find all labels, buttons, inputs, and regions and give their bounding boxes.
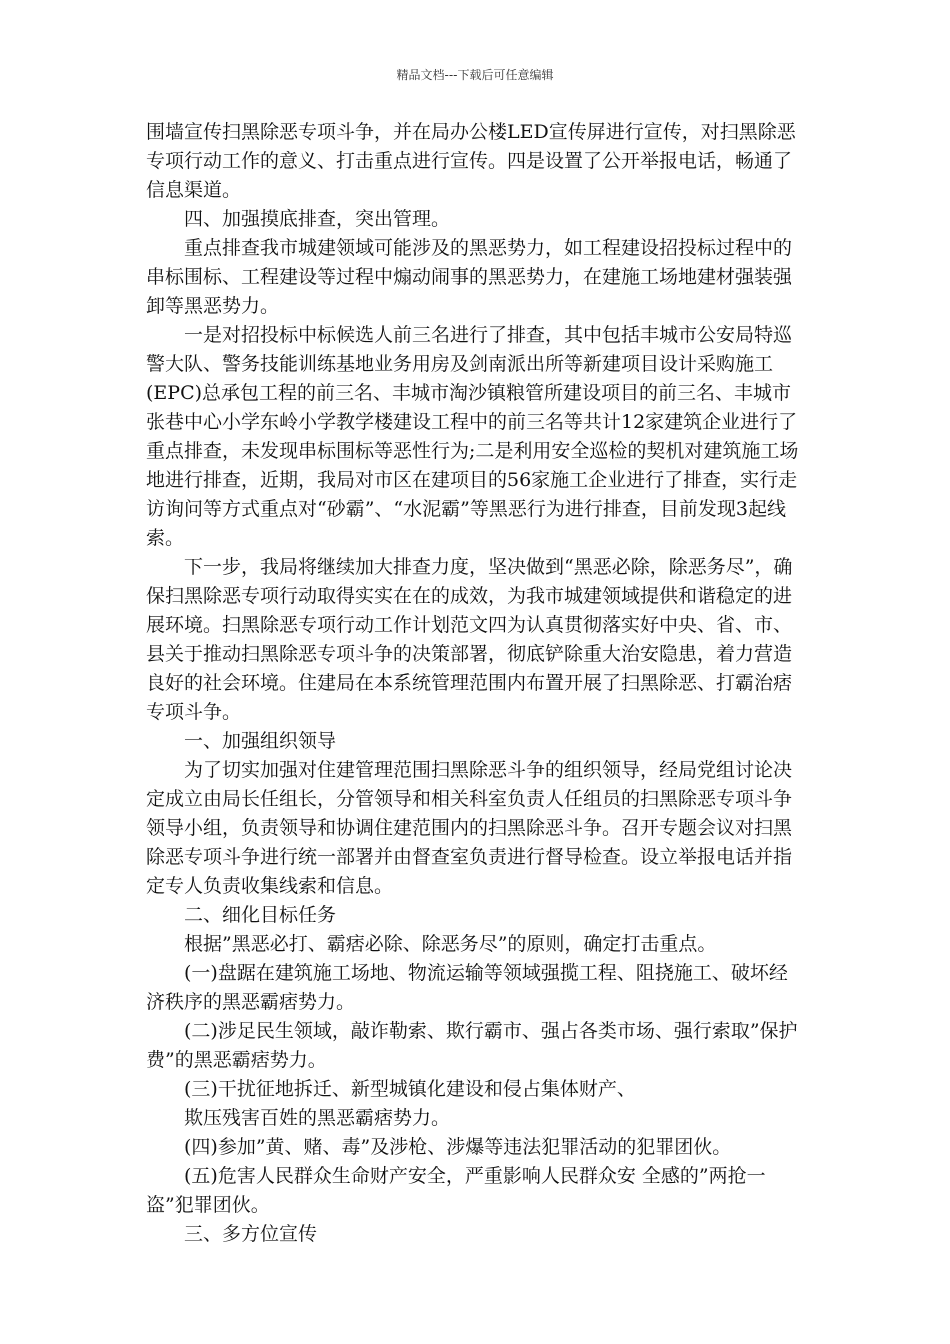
section-heading: 四、加强摸底排查，突出管理。 (184, 208, 451, 230)
page-header: 精品文档---下载后可任意编辑 (396, 68, 554, 82)
paragraph: 下一步，我局将继续加大排查力度，坚决做到“黑恶必除，除恶务尽”，确保扫黑除恶专项行动取得实实在在的成效，为我市城建领域提供和谐稳定的进展环境。扫黑除恶专项行动工作计划范文四为认真贯彻落实好中央、省、市、县关于推动扫黑除恶专项斗争的决策部署，彻底铲除重大治安隐患，着力营造良好的社会环境。住建局在本系统管理范围内布置开展了扫黑除恶、打霸治痞专项斗争。 (146, 556, 793, 723)
paragraph: 围墙宣传扫黑除恶专项斗争，并在局办公楼LED宣传屏进行宣传，对扫黑除恶专项行动工作的意义、打击重点进行宣传。四是设置了公开举报电话，畅通了信息渠道。 (146, 121, 796, 201)
list-item-continuation: 欺压残害百姓的黑恶霸痞势力。 (184, 1107, 451, 1129)
document-body (146, 118, 806, 1249)
list-item: (三)干扰征地拆迁、新型城镇化建设和侵占集体财产、 (184, 1078, 636, 1100)
paragraph: 一是对招投标中标候选人前三名进行了排查，其中包括丰城市公安局特巡警大队、警务技能训练基地业务用房及剑南派出所等新建项目设计采购施工(EPC)总承包工程的前三名、丰城市淘沙镇粮管所建设项目的前三名、丰城市张巷中心小学东岭小学教学楼建设工程中的前三名等共计12家建筑企业进行了重点排查，未发现串标围标等恶性行为;二是利用安全巡检的契机对建筑施工场地进行排查，近期，我局对市区在建项目的56家施工企业进行了排查，实行走访询问等方式重点对“砂霸”、“水泥霸”等黑恶行为进行排查，目前发现3起线索。 (146, 324, 799, 549)
list-item: (二)涉足民生领域，敲诈勒索、欺行霸市、强占各类市场、强行索取”保护费”的黑恶霸痞势力。 (146, 1020, 798, 1071)
paragraph: 为了切实加强对住建管理范围扫黑除恶斗争的组织领导，经局党组讨论决定成立由局长任组长，分管领导和相关科室负责人任组员的扫黑除恶专项斗争领导小组，负责领导和协调住建范围内的扫黑除恶斗争。召开专题会议对扫黑除恶专项斗争进行统一部署并由督查室负责进行督导检查。设立举报电话并指定专人负责收集线索和信息。 (146, 759, 793, 897)
list-item: (五)危害人民群众生命财产安全，严重影响人民群众安 全感的”两抢一盗”犯罪团伙。 (146, 1165, 766, 1216)
list-item: (四)参加”黄、赌、毒”及涉枪、涉爆等违法犯罪活动的犯罪团伙。 (184, 1136, 732, 1158)
section-heading: 三、多方位宣传 (184, 1223, 318, 1245)
section-heading: 二、细化目标任务 (184, 904, 337, 926)
list-item: (一)盘踞在建筑施工场地、物流运输等领域强揽工程、阻挠施工、破坏经济秩序的黑恶霸痞势力。 (146, 962, 788, 1013)
paragraph: 根据”黑恶必打、霸痞必除、除恶务尽”的原则，确定打击重点。 (184, 933, 717, 955)
section-heading: 一、加强组织领导 (184, 730, 337, 752)
paragraph: 重点排查我市城建领域可能涉及的黑恶势力，如工程建设招投标过程中的串标围标、工程建设等过程中煽动闹事的黑恶势力，在建施工场地建材强装强卸等黑恶势力。 (146, 237, 793, 317)
